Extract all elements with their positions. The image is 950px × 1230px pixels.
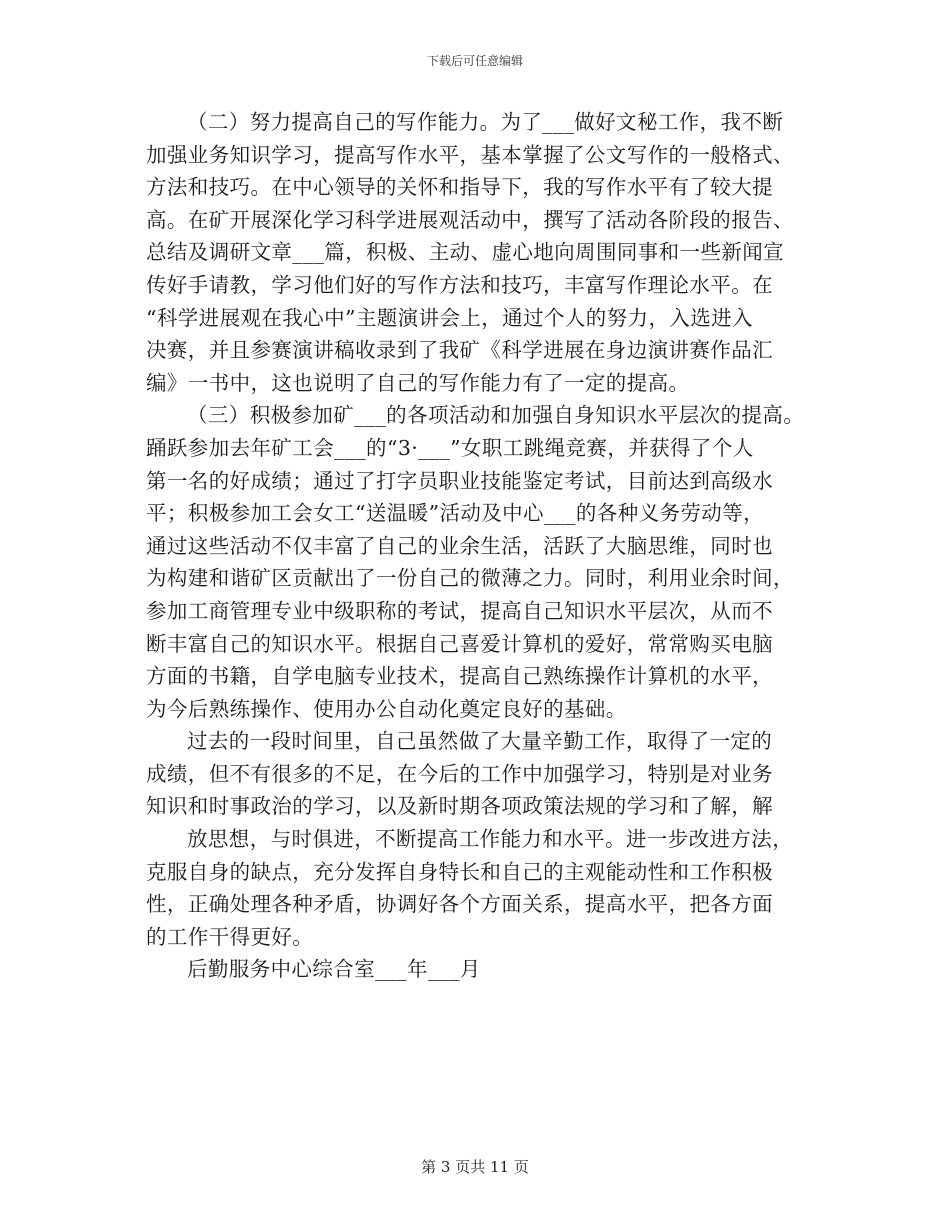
document-body [146, 106, 814, 986]
text-line: 决赛，并且参赛演讲稿收录到了我矿《科学进展在身边演讲赛作品汇 [146, 338, 773, 363]
text-line: 总结及调研文章___篇，积极、主动、虚心地向周围同事和一些新闻宣 [146, 240, 785, 265]
text-line: 性，正确处理各种矛盾，协调好各个方面关系，提高水平，把各方面 [146, 892, 773, 917]
page-header-note: 下载后可任意编辑 [426, 54, 523, 68]
text-line: 过去的一段时间里，自己虽然做了大量辛勤工作，取得了一定的 [187, 729, 773, 754]
text-line: （三）积极参加矿___的各项活动和加强自身知识水平层次的提高。 [187, 403, 805, 428]
text-line: 平；积极参加工会女工“送温暖”活动及中心___的各种义务劳动等， [146, 501, 765, 526]
text-line: 高。在矿开展深化学习科学进展观活动中，撰写了活动各阶段的报告、 [146, 207, 794, 232]
text-line: 编》一书中，这也说明了自己的写作能力有了一定的提高。 [146, 370, 690, 395]
page-number-footer: 第 3 页共 11 页 [421, 1158, 529, 1176]
text-line: “科学进展观在我心中”主题演讲会上，通过个人的努力，入选进入 [146, 305, 753, 330]
text-line: 断丰富自己的知识水平。根据自己喜爱计算机的爱好，常常购买电脑 [146, 631, 773, 656]
text-line: （二）努力提高自己的写作能力。为了___做好文秘工作，我不断 [187, 110, 784, 134]
text-line: 参加工商管理专业中级职称的考试，提高自己知识水平层次，从而不 [146, 598, 773, 623]
text-line: 传好手请教，学习他们好的写作方法和技巧，丰富写作理论水平。在 [146, 272, 773, 297]
text-line: 为构建和谐矿区贡献出了一份自己的微薄之力。同时，利用业余时间， [146, 566, 794, 591]
text-line: 第一名的好成绩；通过了打字员职业技能鉴定考试，目前达到高级水 [146, 468, 773, 493]
text-line: 方面的书籍，自学电脑专业技术，提高自己熟练操作计算机的水平， [146, 664, 773, 689]
text-line: 方法和技巧。在中心领导的关怀和指导下，我的写作水平有了较大提 [146, 175, 773, 200]
text-line: 成绩，但不有很多的不足，在今后的工作中加强学习，特别是对业务 [146, 761, 773, 786]
text-line: 放思想，与时俱进，不断提高工作能力和水平。进一步改进方法， [187, 827, 794, 852]
text-line: 为今后熟练操作、使用办公自动化奠定良好的基础。 [146, 696, 627, 721]
text-line: 通过这些活动不仅丰富了自己的业余生活，活跃了大脑思维，同时也 [146, 533, 773, 558]
text-line: 的工作干得更好。 [146, 924, 314, 949]
signature-line: 后勤服务中心综合室___年___月 [187, 957, 481, 982]
text-line: 知识和时事政治的学习，以及新时期各项政策法规的学习和了解，解 [146, 794, 773, 819]
text-line: 踊跃参加去年矿工会___的“3·___”女职工跳绳竞赛，并获得了个人 [146, 435, 754, 460]
text-line: 加强业务知识学习，提高写作水平，基本掌握了公文写作的一般格式、 [146, 142, 794, 167]
text-line: 克服自身的缺点，充分发挥自身特长和自己的主观能动性和工作积极 [146, 859, 773, 884]
